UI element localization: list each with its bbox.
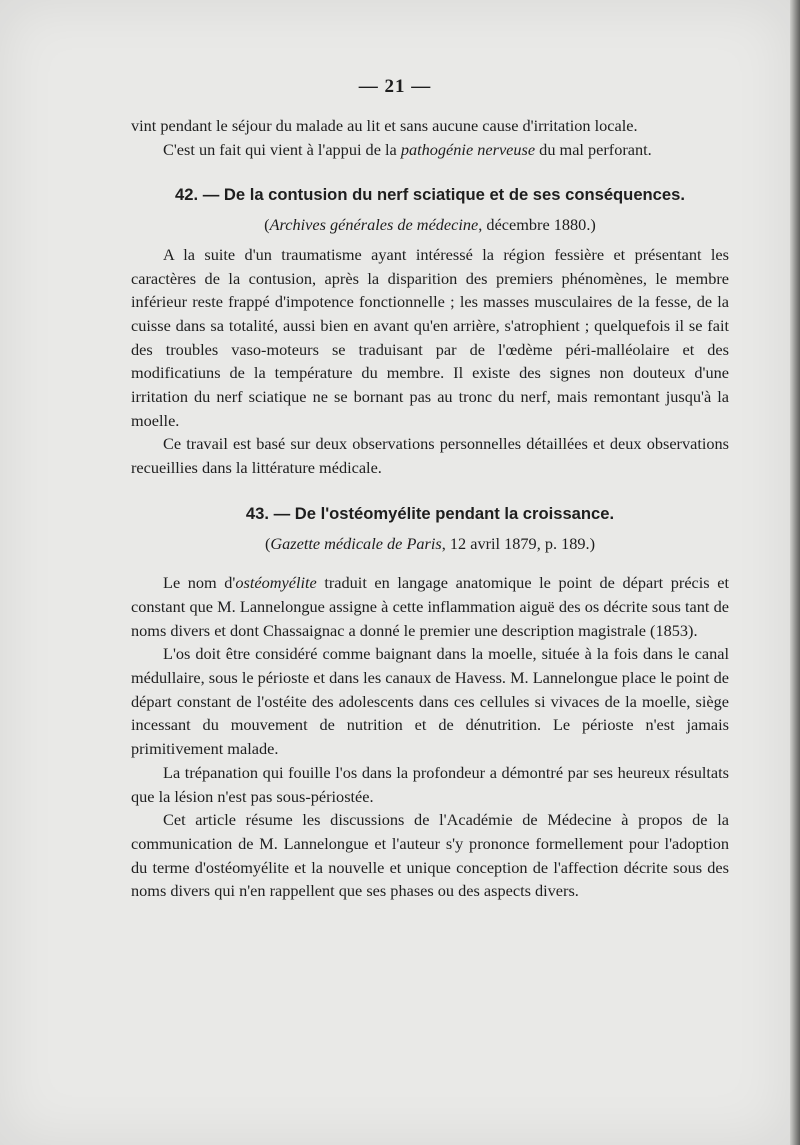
intro-line-2 [131, 140, 652, 159]
section-43-title: — De l'ostéomyélite pendant la croissance. [268, 503, 615, 523]
intro-emphasis: pathogénie nerveuse [400, 139, 536, 159]
intro-paragraph [131, 114, 729, 161]
section-42-source-open: ( [264, 215, 270, 235]
spacer [131, 561, 729, 571]
section-43-number: 43. [245, 503, 269, 523]
section-43-paragraph-2: L'os doit être considéré comme baignant dans la moelle, située à la fois dans le canal médullaire, sous le périoste et dans les canaux de Havess. M. Lannelongue place le point de départ constant de l'ostéite des adolescents dans ces cellules si vivaces de la moelle, siège incessant du mouvement de nutrition et de dénutrition. Le périoste n'est jamais primitivement malade. [131, 644, 729, 759]
page-edge [790, 0, 800, 1145]
section-43-heading [131, 502, 729, 526]
section-43-source-date: , 12 avril 1879, p. 189.) [441, 533, 596, 553]
section-42-paragraph-2: Ce travail est basé sur deux observations personnelles détaillées et deux observations recueillies dans la littérature médicale. [131, 434, 729, 478]
section-43-source-open: ( [264, 533, 271, 553]
section-42-title: — De la contusion du nerf sciatique et de ses conséquences. [198, 185, 685, 205]
section-43-source-journal: Gazette médicale de Paris [270, 533, 442, 553]
section-43-paragraph-3: La trépanation qui fouille l'os dans la profondeur a démontré par ses heureux résultats que la lésion n'est pas sous-périostée. [131, 762, 729, 806]
body-text [131, 114, 729, 903]
section-42-number: 42. [175, 185, 199, 205]
section-43-source [131, 532, 729, 556]
section-42-source [131, 213, 729, 237]
section-43-p1-start: Le nom d' [163, 573, 236, 593]
section-43-p1-end: traduit en langage anatomique le point de départ précis et constant que M. Lannelongue assigne à cette inflammation aiguë des os décrite sous tant de noms divers et dont Chassaignac a donné le premier une description magistrale (1853). [131, 573, 729, 640]
section-42-source-journal: Archives générales de médecine [269, 215, 479, 235]
section-43-p1-emphasis: ostéomyélite [235, 573, 317, 593]
intro-line-2-end: du mal perforant. [535, 139, 652, 159]
section-42-source-date: , décembre 1880.) [478, 215, 596, 235]
section-43-paragraph-4: Cet article résume les discussions de l'Académie de Médecine à propos de la communication de M. Lannelongue et l'auteur s'y prononce formellement pour l'adoption du terme d'ostéomyélite et la nouvelle et unique conception de l'affection décrite sous des noms divers qui n'en rappellent que ses phases ou des aspects divers. [131, 810, 729, 901]
section-42-heading [131, 183, 729, 207]
section-42-paragraph-1: A la suite d'un traumatisme ayant intéressé la région fessière et présentant les caractères de la contusion, après la disparition des premiers phénomènes, le membre inférieur reste frappé d'impotence fonctionnelle ; les masses musculaires de la fesse, de la cuisse dans sa totalité, aussi bien en avant qu'en arrière, s'atrophient ; quelquefois il se fait des troubles vaso-moteurs se traduisant par de l'œdème péri-malléolaire et des modificatiuns de la température du membre. Il existe des signes non douteux d'une irritation du nerf sciatique ne se bornant pas au tronc du nerf, mais remontant jusqu'à la moelle. [131, 244, 729, 430]
section-43-paragraph-1 [131, 571, 729, 642]
intro-line-1: vint pendant le séjour du malade au lit et sans aucune cause d'irritation locale. [131, 116, 638, 135]
page-number: — 21 — [358, 76, 432, 97]
intro-line-2-start: C'est un fait qui vient à l'appui de la [163, 139, 401, 159]
